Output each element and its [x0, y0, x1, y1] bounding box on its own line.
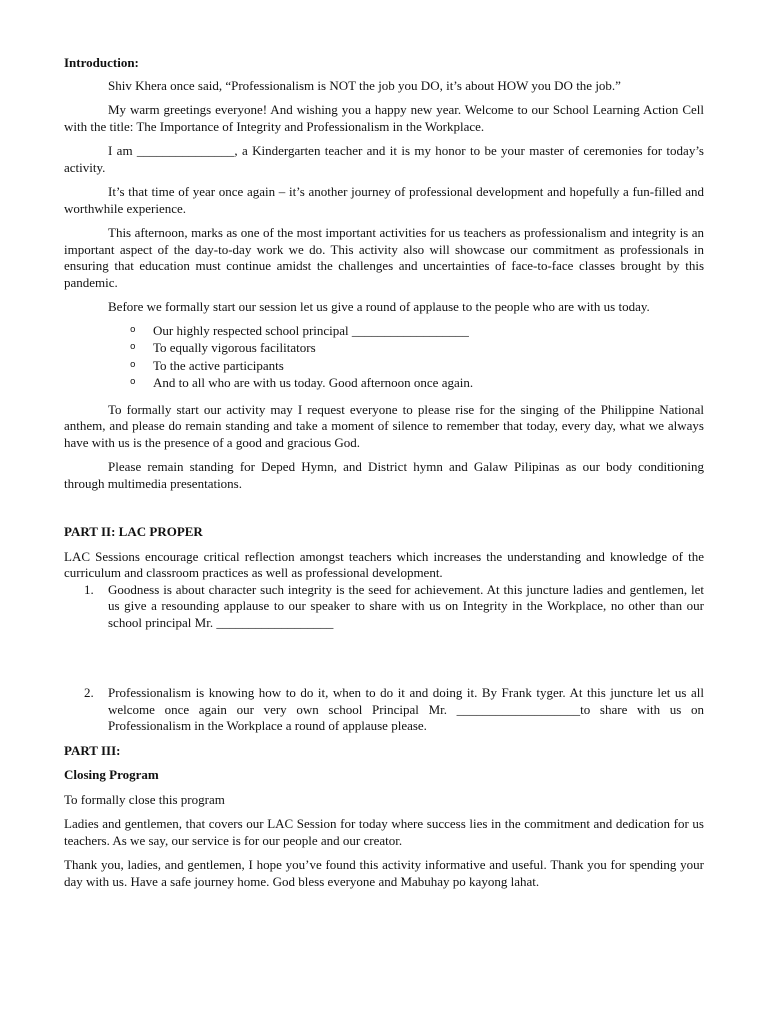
item-number: 2. [84, 685, 94, 700]
afternoon-paragraph: This afternoon, marks as one of the most important activities for us teachers as professionalism and integrity is an important aspect of the day-to-day work we do. This activity also will showcase our commitment as professionals in ensuring that education must continue amidst the challenges and uncertainties of face-to-face classes brought by this pandemic. [64, 225, 704, 290]
part2-intro: LAC Sessions encourage critical reflection amongst teachers which increases the understanding and knowledge of the curriculum and classroom practices as well as professional development. [64, 548, 704, 580]
anthem-paragraph: To formally start our activity may I request everyone to please rise for the singing of the Philippine National anthem, and please do remain standing and take a moment of silence to remember that today, every day, what we always have with us is the presence of a good and gracious God. [64, 401, 704, 450]
quote-paragraph: Shiv Khera once said, “Professionalism is NOT the job you DO, it’s about HOW you DO the job.” [108, 77, 621, 93]
list-item: o To equally vigorous facilitators [130, 340, 316, 355]
emcee-paragraph: I am _______________, a Kindergarten teacher and it is my honor to be your master of ceremonies for today’s activity. [64, 143, 704, 175]
covers-paragraph: Ladies and gentlemen, that covers our LAC Session for today where success lies in the commitment and dedication for us teachers. As we say, our service is for our people and our creator. [64, 816, 704, 848]
list-item: o Our highly respected school principal __________________ [130, 322, 469, 338]
list-item: 2. Professionalism is knowing how to do it, when to do it and doing it. By Frank tyger. At this juncture let us all welcome once again our very own school Principal Mr. ___________________to share with us on Professionalism in the Workplace a round of applause please. [84, 685, 704, 733]
part2-heading: PART II: LAC PROPER [64, 524, 203, 539]
list-item: o To the active participants [130, 357, 284, 373]
introduction-heading: Introduction: [64, 55, 139, 70]
list-item: 1. Goodness is about character such integrity is the seed for achievement. At this juncture ladies and gentlemen, let us give a resounding applause to our speaker to share with us on Integrity in the Workplace, no other than our school principal Mr. __________________ [84, 581, 704, 630]
bullet-marker: o [130, 377, 136, 387]
document-body [64, 55, 704, 890]
bullet-marker: o [130, 342, 136, 352]
spacer [64, 631, 704, 685]
applause-paragraph: Before we formally start our session let us give a round of applause to the people who are with us today. [108, 299, 650, 314]
greeting-paragraph: My warm greetings everyone! And wishing you a happy new year. Welcome to our School Learning Action Cell with the title: The Importance of Integrity and Professionalism in the Workplace. [64, 102, 704, 134]
closing-program-heading: Closing Program [64, 767, 159, 782]
item-number: 1. [84, 581, 94, 597]
thanks-paragraph: Thank you, ladies, and gentlemen, I hope you’ve found this activity informative and useful. Thank you for spending your day with us. Have a safe journey home. God bless everyone and Mabuhay po kayong lahat. [64, 857, 704, 889]
list-item: o And to all who are with us today. Good afternoon once again. [130, 375, 474, 390]
part3-heading: PART III: [64, 742, 121, 758]
bullet-marker: o [130, 324, 136, 335]
hymn-paragraph: Please remain standing for Deped Hymn, and District hymn and Galaw Pilipinas as our body conditioning through multimedia presentations. [64, 459, 704, 491]
bullet-marker: o [130, 359, 136, 370]
close-paragraph: To formally close this program [64, 791, 225, 807]
speaker-list [64, 582, 704, 735]
journey-paragraph: It’s that time of year once again – it’s another journey of professional development and hopefully a fun-filled and worthwhile experience. [64, 184, 704, 216]
guest-list [64, 322, 704, 392]
